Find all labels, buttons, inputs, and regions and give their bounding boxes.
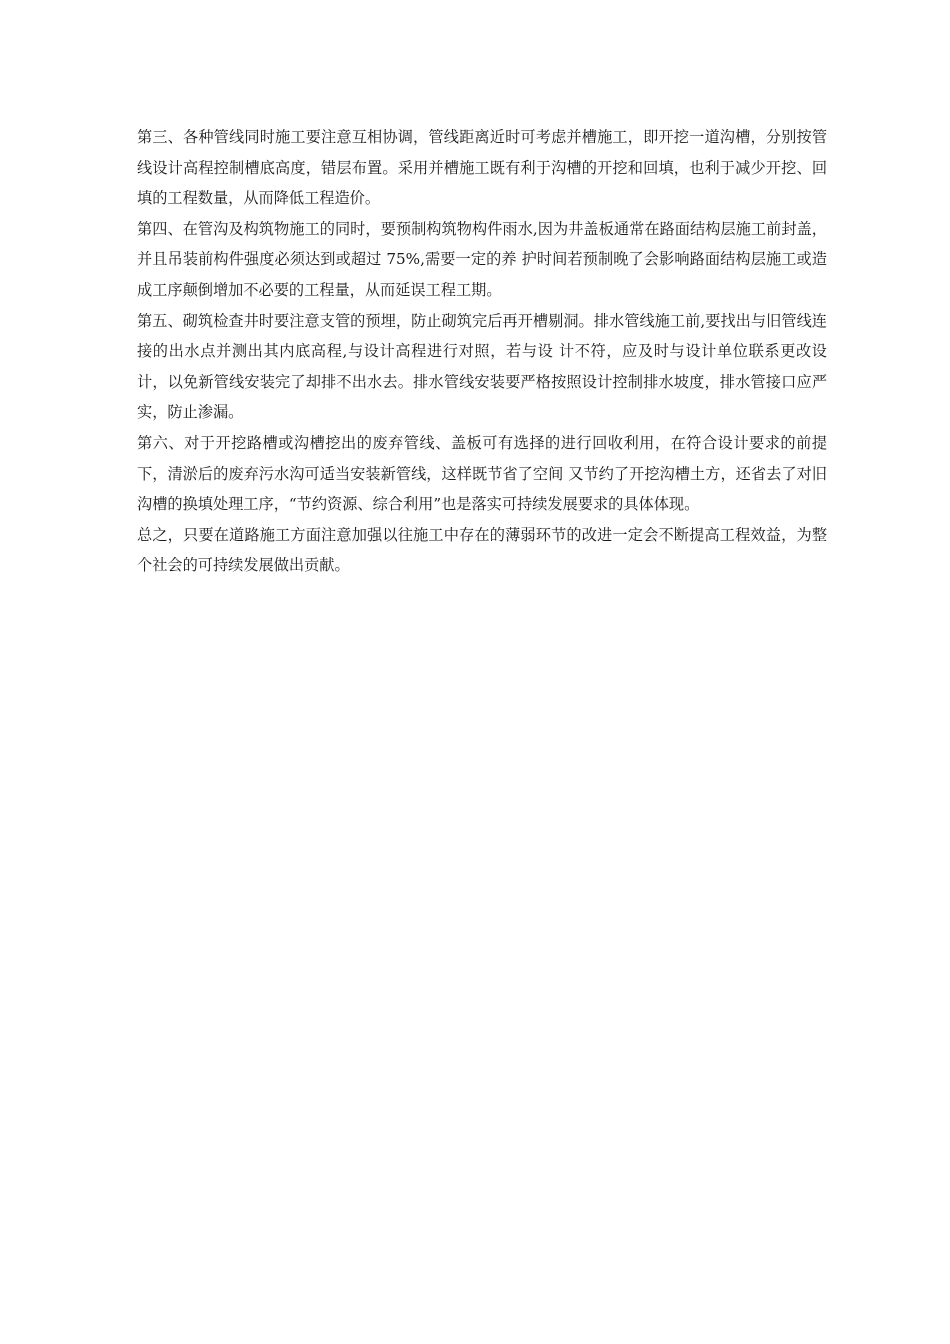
paragraph-conclusion: 总之，只要在道路施工方面注意加强以往施工中存在的薄弱环节的改进一定会不断提高工程效益，为整个社会的可持续发展做出贡献。 (137, 525, 827, 575)
paragraph-fourth: 第四、在管沟及构筑物施工的同时，要预制构筑物构件雨水,因为井盖板通常在路面结构层施工前封盖，并且吊装前构件强度必须达到或超过 75%,需要一定的养 护时间若预制晚了会影响路面结构层施工或造成工序颠倒增加不必要的工程量，从而延误工程工期。 (137, 219, 827, 299)
paragraph-fifth: 第五、砌筑检查井时要注意支管的预埋，防止砌筑完后再开槽剔洞。排水管线施工前,要找出与旧管线连接的出水点并测出其内底高程,与设计高程进行对照，若与设 计不符，应及时与设计单位联系更改设计，以免新管线安装完了却排不出水去。排水管线安装要严格按照设计控制排水坡度，排水管接口应严实，防止渗漏。 (137, 311, 827, 422)
paragraph-third: 第三、各种管线同时施工要注意互相协调，管线距离近时可考虑并槽施工，即开挖一道沟槽，分别按管线设计高程控制槽底高度，错层布置。采用并槽施工既有利于沟槽的开挖和回填，也利于减少开挖、回填的工程数量，从而降低工程造价。 (137, 128, 827, 208)
document-body (137, 122, 827, 581)
paragraph-sixth: 第六、对于开挖路槽或沟槽挖出的废弃管线、盖板可有选择的进行回收利用，在符合设计要求的前提下，清淤后的废弃污水沟可适当安装新管线，这样既节省了空间 又节约了开挖沟槽土方，还省去了对旧沟槽的换填处理工序，“节约资源、综合利用”也是落实可持续发展要求的具体体现。 (137, 433, 827, 514)
